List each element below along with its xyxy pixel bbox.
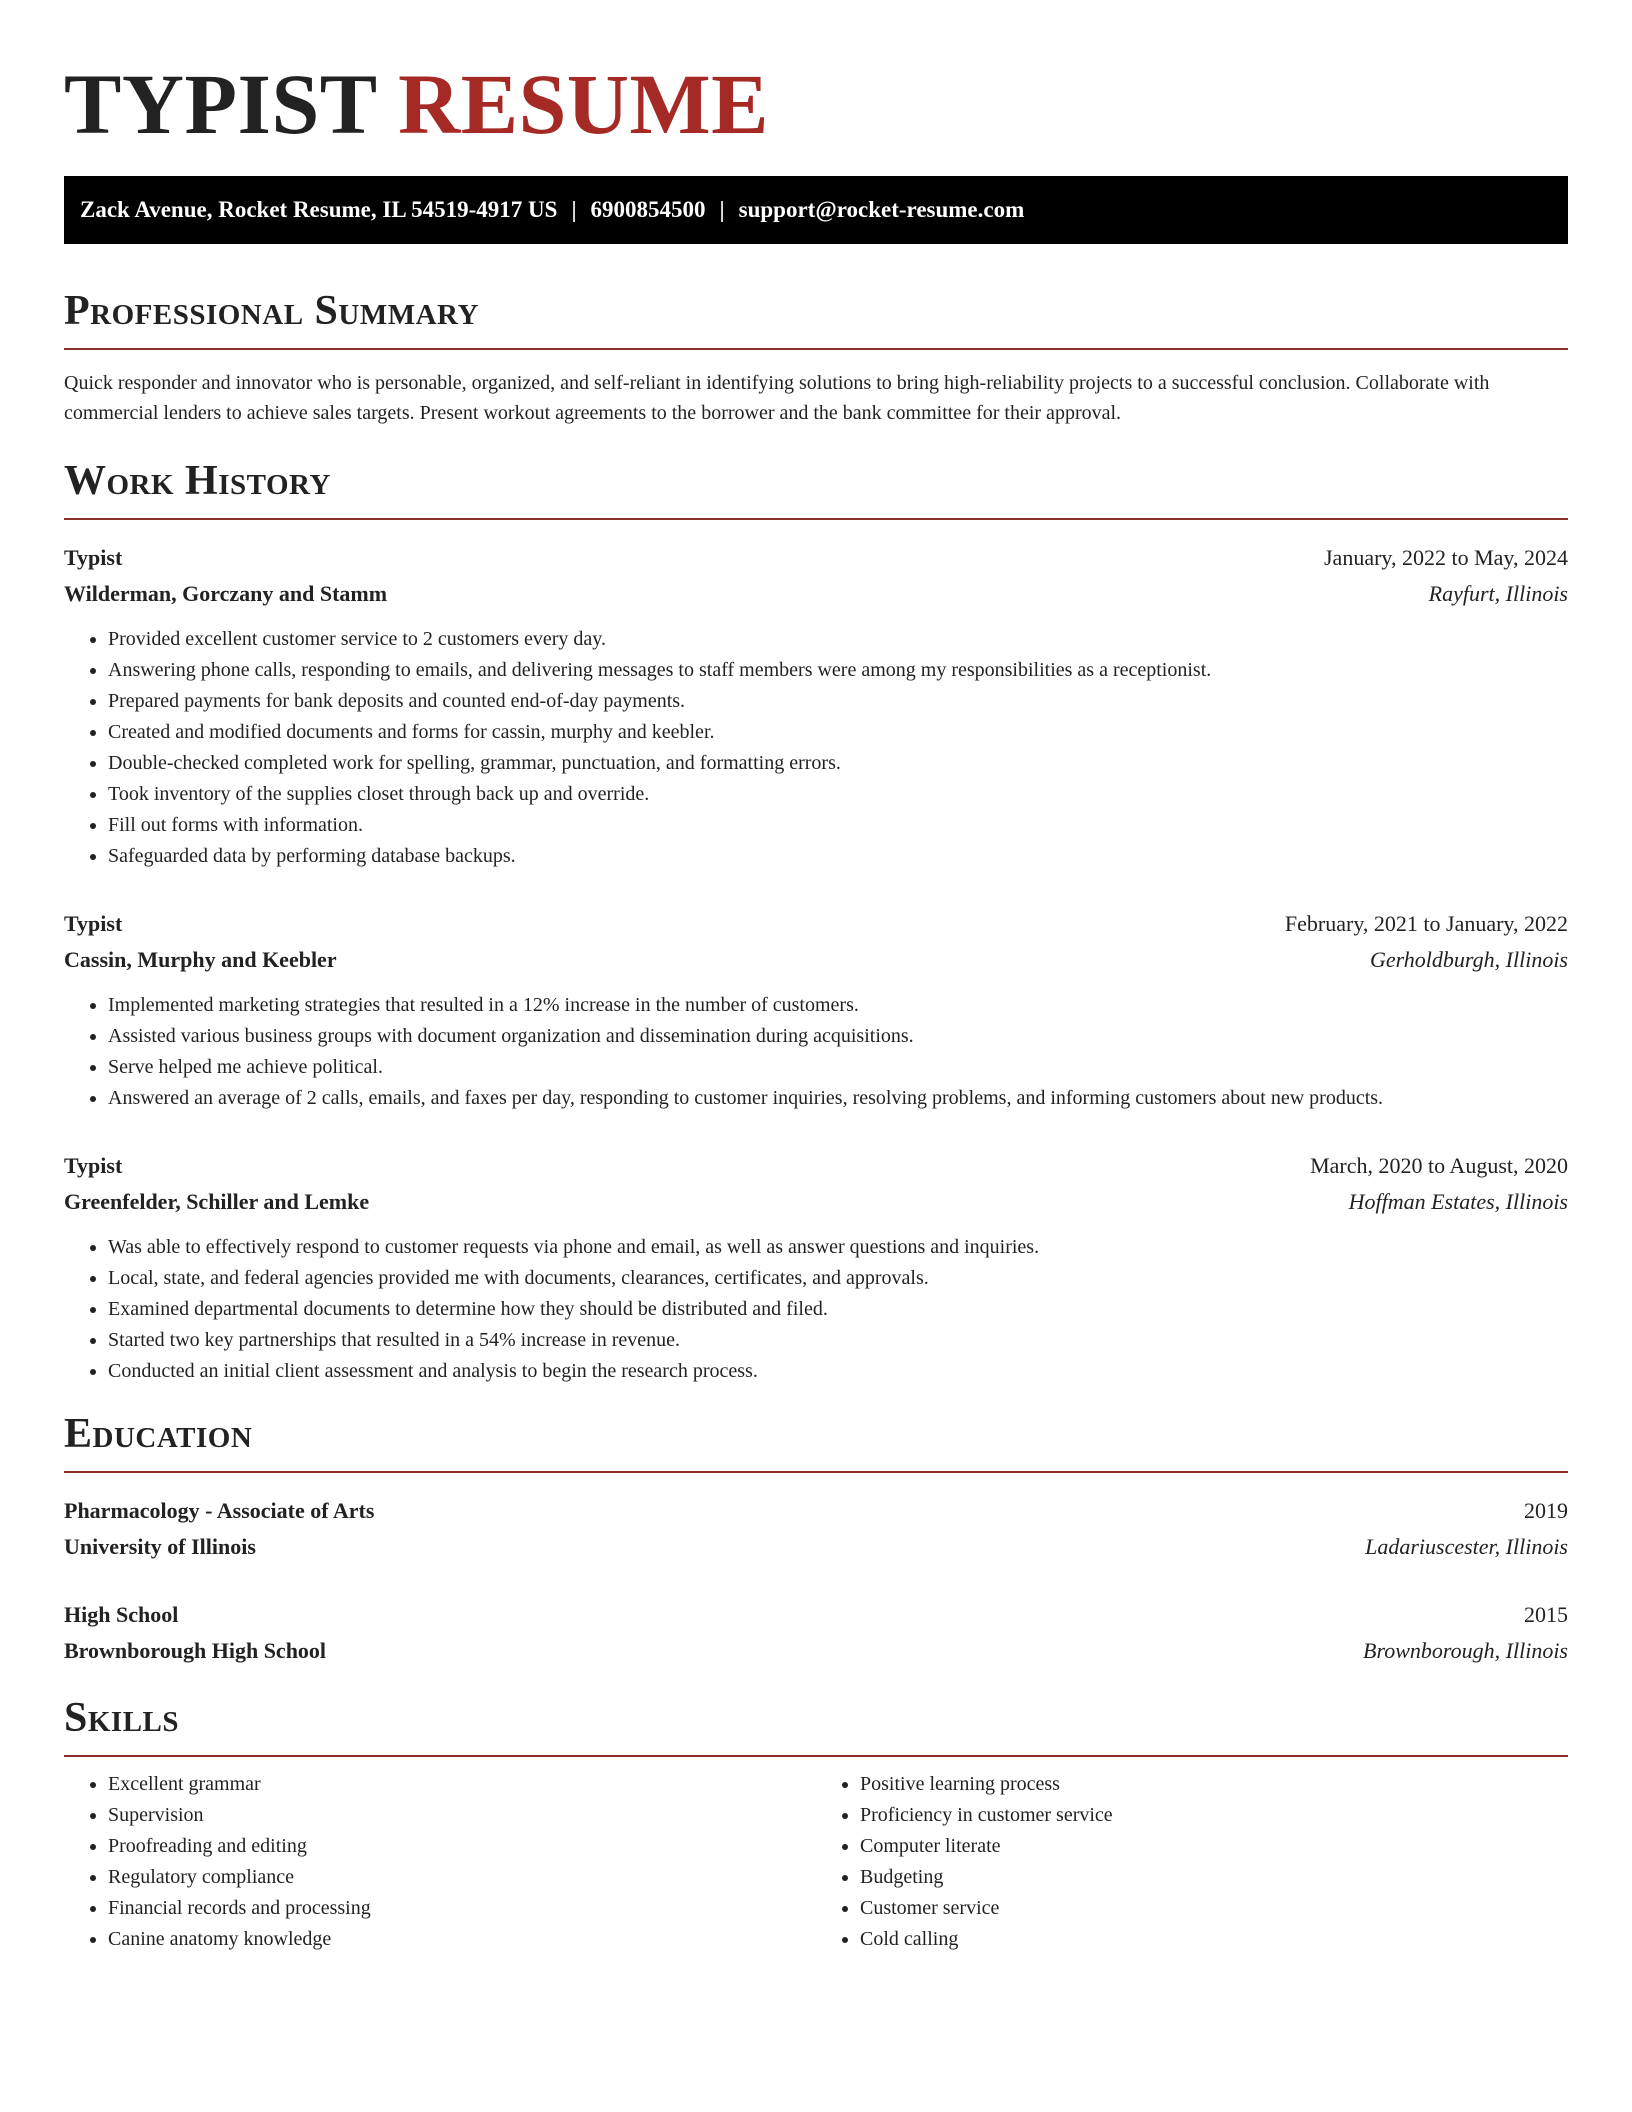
job-location: Rayfurt, Illinois bbox=[1428, 581, 1568, 606]
skill-item: • Regulatory compliance bbox=[108, 1862, 816, 1893]
job-title: Typist bbox=[64, 545, 123, 570]
education-school: University of Illinois bbox=[64, 1534, 256, 1559]
education-school-row bbox=[64, 1529, 1568, 1565]
education-list bbox=[64, 1493, 1568, 1669]
job-bullet: • Conducted an initial client assessment and analysis to begin the research process. bbox=[108, 1356, 1568, 1387]
skill-item: • Canine anatomy knowledge bbox=[108, 1924, 816, 1955]
section-title-work-history: Work History bbox=[64, 458, 331, 504]
job-list bbox=[64, 540, 1568, 1387]
job-bullet: • Created and modified documents and forms for cassin, murphy and keebler. bbox=[108, 717, 1568, 748]
education-location: Brownborough, Illinois bbox=[1363, 1638, 1568, 1663]
job-company-row bbox=[64, 1184, 1568, 1220]
contact-email[interactable]: support@rocket-resume.com bbox=[738, 197, 1025, 222]
skill-item: • Proficiency in customer service bbox=[860, 1800, 1568, 1831]
contact-separator: | bbox=[719, 197, 725, 222]
job-title: Typist bbox=[64, 911, 123, 936]
job-dates: January, 2022 to May, 2024 bbox=[1324, 545, 1568, 570]
title-second-word: RESUME bbox=[398, 56, 770, 152]
job-company-row bbox=[64, 576, 1568, 612]
job-bullet: • Local, state, and federal agencies provided me with documents, clearances, certificates, and approvals. bbox=[108, 1263, 1568, 1294]
skills-column-left bbox=[64, 1769, 816, 1955]
education-degree: Pharmacology - Associate of Arts bbox=[64, 1498, 375, 1523]
job-dates: February, 2021 to January, 2022 bbox=[1284, 911, 1568, 936]
job-bullet: • Implemented marketing strategies that resulted in a 12% increase in the number of customers. bbox=[108, 990, 1568, 1021]
job-bullet: • Answering phone calls, responding to emails, and delivering messages to staff members were among my responsibilities as a receptionist. bbox=[108, 655, 1568, 686]
skill-item: • Financial records and processing bbox=[108, 1893, 816, 1924]
contact-address: Zack Avenue, Rocket Resume, IL 54519-4917 US bbox=[80, 197, 558, 222]
job-company: Cassin, Murphy and Keebler bbox=[64, 947, 337, 972]
summary-text: Quick responder and innovator who is personable, organized, and self-reliant in identifying solutions to bring high-reliability projects to a successful conclusion. Collaborate with commercial lenders to achieve sales targets. Present workout agreements to the borrower and the bank committee for their approval. bbox=[64, 372, 1490, 424]
contact-phone[interactable]: 6900854500 bbox=[590, 197, 706, 222]
section-title-education: Education bbox=[64, 1411, 253, 1457]
section-title-summary: Professional Summary bbox=[64, 288, 479, 334]
job-company: Greenfelder, Schiller and Lemke bbox=[64, 1189, 370, 1214]
job-bullet-list bbox=[64, 990, 1568, 1114]
job-entry bbox=[64, 1148, 1568, 1387]
job-location: Gerholdburgh, Illinois bbox=[1369, 947, 1568, 972]
job-header-row bbox=[64, 540, 1568, 576]
job-entry bbox=[64, 540, 1568, 872]
skills-grid bbox=[64, 1769, 1568, 1955]
job-bullet: • Answered an average of 2 calls, emails, and faxes per day, responding to customer inquiries, resolving problems, and informing customers about new products. bbox=[108, 1083, 1568, 1114]
job-bullet-list bbox=[64, 624, 1568, 872]
job-entry bbox=[64, 906, 1568, 1114]
job-header-row bbox=[64, 1148, 1568, 1184]
skill-item: • Budgeting bbox=[860, 1862, 1568, 1893]
job-bullet: • Fill out forms with information. bbox=[108, 810, 1568, 841]
education-year: 2019 bbox=[1524, 1498, 1568, 1523]
job-bullet: • Prepared payments for bank deposits and counted end-of-day payments. bbox=[108, 686, 1568, 717]
skill-item: • Cold calling bbox=[860, 1924, 1568, 1955]
skill-item: • Supervision bbox=[108, 1800, 816, 1831]
job-bullet: • Safeguarded data by performing database backups. bbox=[108, 841, 1568, 872]
job-bullet: • Was able to effectively respond to customer requests via phone and email, as well as answer questions and inquiries. bbox=[108, 1232, 1568, 1263]
job-bullet: • Started two key partnerships that resulted in a 54% increase in revenue. bbox=[108, 1325, 1568, 1356]
skill-item: • Excellent grammar bbox=[108, 1769, 816, 1800]
skills-column-right bbox=[816, 1769, 1568, 1955]
job-bullet: • Took inventory of the supplies closet through back up and override. bbox=[108, 779, 1568, 810]
job-dates: March, 2020 to August, 2020 bbox=[1310, 1153, 1568, 1178]
education-entry bbox=[64, 1597, 1568, 1669]
job-company: Wilderman, Gorczany and Stamm bbox=[64, 581, 388, 606]
section-divider bbox=[64, 1471, 1568, 1473]
contact-bar bbox=[64, 176, 1568, 244]
education-degree: High School bbox=[64, 1602, 179, 1627]
education-degree-row bbox=[64, 1597, 1568, 1633]
section-divider bbox=[64, 348, 1568, 350]
job-bullet: • Provided excellent customer service to 2 customers every day. bbox=[108, 624, 1568, 655]
job-title: Typist bbox=[64, 1153, 123, 1178]
job-bullet: • Examined departmental documents to determine how they should be distributed and filed. bbox=[108, 1294, 1568, 1325]
job-bullet-list bbox=[64, 1232, 1568, 1387]
skill-item: • Proofreading and editing bbox=[108, 1831, 816, 1862]
job-header-row bbox=[64, 906, 1568, 942]
resume-title bbox=[64, 54, 1568, 154]
contact-separator: | bbox=[571, 197, 577, 222]
section-divider bbox=[64, 518, 1568, 520]
job-company-row bbox=[64, 942, 1568, 978]
education-entry bbox=[64, 1493, 1568, 1565]
job-bullet: • Assisted various business groups with document organization and dissemination during acquisitions. bbox=[108, 1021, 1568, 1052]
section-title-skills: Skills bbox=[64, 1695, 180, 1741]
education-location: Ladariuscester, Illinois bbox=[1365, 1534, 1568, 1559]
skill-item: • Computer literate bbox=[860, 1831, 1568, 1862]
job-bullet: • Double-checked completed work for spelling, grammar, punctuation, and formatting errors. bbox=[108, 748, 1568, 779]
job-location: Hoffman Estates, Illinois bbox=[1348, 1189, 1568, 1214]
education-year: 2015 bbox=[1524, 1602, 1568, 1627]
job-bullet: • Serve helped me achieve political. bbox=[108, 1052, 1568, 1083]
education-school-row bbox=[64, 1633, 1568, 1669]
education-school: Brownborough High School bbox=[64, 1638, 327, 1663]
title-first-word: TYPIST bbox=[64, 56, 377, 152]
skill-item: • Customer service bbox=[860, 1893, 1568, 1924]
section-divider bbox=[64, 1755, 1568, 1757]
skill-item: • Positive learning process bbox=[860, 1769, 1568, 1800]
education-degree-row bbox=[64, 1493, 1568, 1529]
